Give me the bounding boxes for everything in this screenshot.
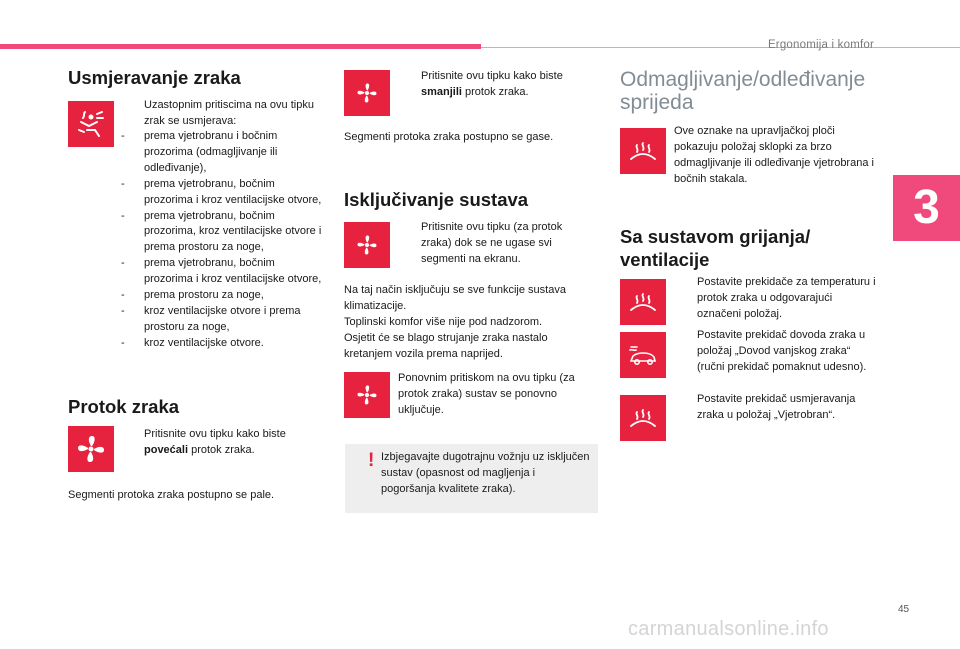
warning-icon: ! — [368, 450, 375, 471]
fan-small-icon — [344, 70, 390, 116]
front-defrost-text: Ove oznake na upravljačkoj ploči pokazuju položaj sklopki za brzo odmagljivanje ili odleđivanje vjetrobrana i bočnih stakala. — [674, 125, 874, 185]
list-item: - kroz ventilacijske otvore. — [121, 336, 264, 349]
fan-small-icon — [344, 372, 390, 418]
header-rule — [481, 47, 960, 48]
air-distribution-icon — [68, 101, 114, 147]
header-accent-bar — [0, 44, 481, 49]
fan-small-icon — [344, 222, 390, 268]
page-number: 45 — [898, 604, 910, 615]
flow-decrease-text: Pritisnite ovu tipku kako biste smanjili protok zraka. — [421, 70, 563, 98]
list-item: - prema vjetrobranu i bočnim prozorima (odmagljivanje ili odleđivanje), — [121, 130, 278, 174]
heading-system-off: Isključivanje sustava — [344, 189, 529, 210]
list-item: - prema vjetrobranu, bočnim prozorima i kroz ventilacijske otvore, — [121, 257, 322, 286]
heading-air-flow: Protok zraka — [68, 396, 180, 417]
fan-large-icon — [68, 426, 114, 472]
flow-increase-text: Pritisnite ovu tipku kako biste povećali protok zraka. — [144, 428, 286, 456]
list-item: - prema vjetrobranu, bočnim prozorima, kroz ventilacijske otvore i prema prostoru za noge, — [121, 209, 322, 254]
system-on-text: Ponovnim pritiskom na ovu tipku (za protok zraka) sustav se ponovno uključuje. — [398, 372, 575, 416]
front-defrost-icon — [620, 128, 666, 174]
air-distribution-intro: Uzastopnim pritiscima na ovu tipku zrak se usmjerava: — [144, 99, 314, 127]
list-item: - kroz ventilacijske otvore i prema prostoru za noge, — [121, 304, 301, 333]
heading-air-distribution: Usmjeravanje zraka — [68, 67, 241, 88]
warning-text: Izbjegavajte dugotrajnu vožnju uz isključen sustav (opasnost od magljenja i pogoršanja kvalitete zraka). — [381, 451, 590, 495]
system-off-text: Pritisnite ovu tipku (za protok zraka) dok se ne ugase svi segmenti na ekranu. — [421, 221, 563, 265]
air-distribution-list — [121, 129, 326, 352]
watermark: carmanualsonline.info — [628, 618, 829, 640]
flow-increase-note: Segmenti protoka zraka postupno se pale. — [68, 489, 275, 501]
list-item: - prema prostoru za noge, — [121, 289, 264, 302]
list-item: - prema vjetrobranu, bočnim prozorima i kroz ventilacijske otvore, — [121, 177, 322, 206]
chapter-title: Ergonomija i komfor — [767, 39, 874, 51]
chapter-tab: 3 — [893, 175, 960, 241]
step-2-text: Postavite prekidač dovoda zraka u položaj „Dovod vanjskog zraka“ (ručni prekidač pomaknut udesno). — [697, 329, 867, 373]
flow-decrease-note: Segmenti protoka zraka postupno se gase. — [344, 131, 554, 143]
step-1-text: Postavite prekidače za temperaturu i protok zraka u odgovarajući označeni položaj. — [697, 276, 876, 320]
heading-heating-ventilation: Sa sustavom grijanja/ ventilacije — [620, 226, 811, 270]
system-off-para: Na taj način isključuju se sve funkcije sustava klimatizacije. Toplinski komfor više nije pod nadzorom. Osjetit će se blago strujanje zraka nastalo kretanjem vozila prema naprijed. — [344, 284, 566, 360]
front-defrost-icon — [620, 395, 666, 441]
heading-front-defrost: Odmagljivanje/odleđivanje sprijeda — [620, 68, 866, 114]
step-3-text: Postavite prekidač usmjeravanja zraka u položaj „Vjetrobran“. — [697, 393, 856, 421]
front-defrost-icon — [620, 279, 666, 325]
outside-air-icon — [620, 332, 666, 378]
